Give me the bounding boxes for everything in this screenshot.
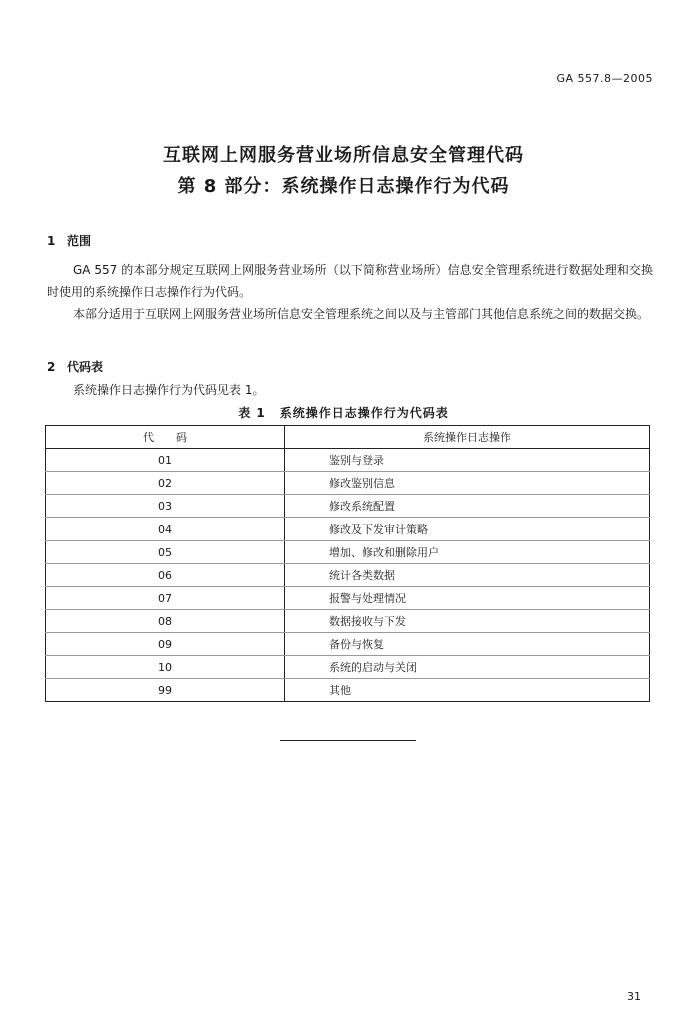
- section-number: 2: [47, 360, 56, 374]
- table-caption: [0, 404, 687, 421]
- document-title: 互联网上网服务营业场所信息安全管理代码: [163, 145, 524, 166]
- table-header-row: [46, 426, 650, 449]
- operation-cell: 统计各类数据: [285, 564, 650, 587]
- section-1-heading: [47, 232, 91, 249]
- code-cell: 03: [46, 495, 285, 518]
- operation-cell: 修改鉴别信息: [285, 472, 650, 495]
- operation-cell: 数据接收与下发: [285, 610, 650, 633]
- code-cell: 02: [46, 472, 285, 495]
- table-row: [46, 564, 650, 587]
- table-row: [46, 495, 650, 518]
- code-cell: 99: [46, 679, 285, 702]
- code-cell: 07: [46, 587, 285, 610]
- operation-cell: 系统的启动与关闭: [285, 656, 650, 679]
- code-cell: 08: [46, 610, 285, 633]
- code-table-intro: 系统操作日志操作行为代码见表 1。: [73, 383, 265, 397]
- table-row: [46, 587, 650, 610]
- operation-cell: 鉴别与登录: [285, 449, 650, 472]
- table-label: 表 1: [238, 406, 266, 420]
- operation-cell: 备份与恢复: [285, 633, 650, 656]
- section-title: 范围: [67, 234, 92, 248]
- table-row: [46, 472, 650, 495]
- section-title: 代码表: [67, 360, 104, 374]
- page-number: 31: [627, 990, 641, 1003]
- table-row: [46, 610, 650, 633]
- code-cell: 01: [46, 449, 285, 472]
- column-header-operation: 系统操作日志操作: [285, 426, 650, 449]
- table-row: [46, 656, 650, 679]
- scope-paragraph-1: GA 557 的本部分规定互联网上网服务营业场所（以下简称营业场所）信息安全管理系统进行数据处理和交换时使用的系统操作日志操作行为代码。: [47, 263, 653, 299]
- operation-cell: 报警与处理情况: [285, 587, 650, 610]
- code-cell: 06: [46, 564, 285, 587]
- code-cell: 04: [46, 518, 285, 541]
- table-row: [46, 541, 650, 564]
- operation-cell: 其他: [285, 679, 650, 702]
- table-row: [46, 679, 650, 702]
- table-row: [46, 633, 650, 656]
- end-of-document-rule: [280, 740, 416, 741]
- section-2-heading: [47, 358, 103, 375]
- code-table: [45, 425, 650, 702]
- section-number: 1: [47, 234, 56, 248]
- scope-paragraph-2: 本部分适用于互联网上网服务营业场所信息安全管理系统之间以及与主管部门其他信息系统之间的数据交换。: [73, 307, 650, 321]
- operation-cell: 修改及下发审计策略: [285, 518, 650, 541]
- table-row: [46, 449, 650, 472]
- operation-cell: 增加、修改和删除用户: [285, 541, 650, 564]
- document-subtitle: 第 8 部分：系统操作日志操作行为代码: [177, 176, 510, 197]
- table-title: 系统操作日志操作行为代码表: [279, 406, 449, 420]
- table-row: [46, 518, 650, 541]
- code-cell: 05: [46, 541, 285, 564]
- operation-cell: 修改系统配置: [285, 495, 650, 518]
- code-cell: 09: [46, 633, 285, 656]
- standard-number: GA 557.8—2005: [556, 72, 653, 85]
- column-header-code: 代 码: [46, 426, 285, 449]
- code-cell: 10: [46, 656, 285, 679]
